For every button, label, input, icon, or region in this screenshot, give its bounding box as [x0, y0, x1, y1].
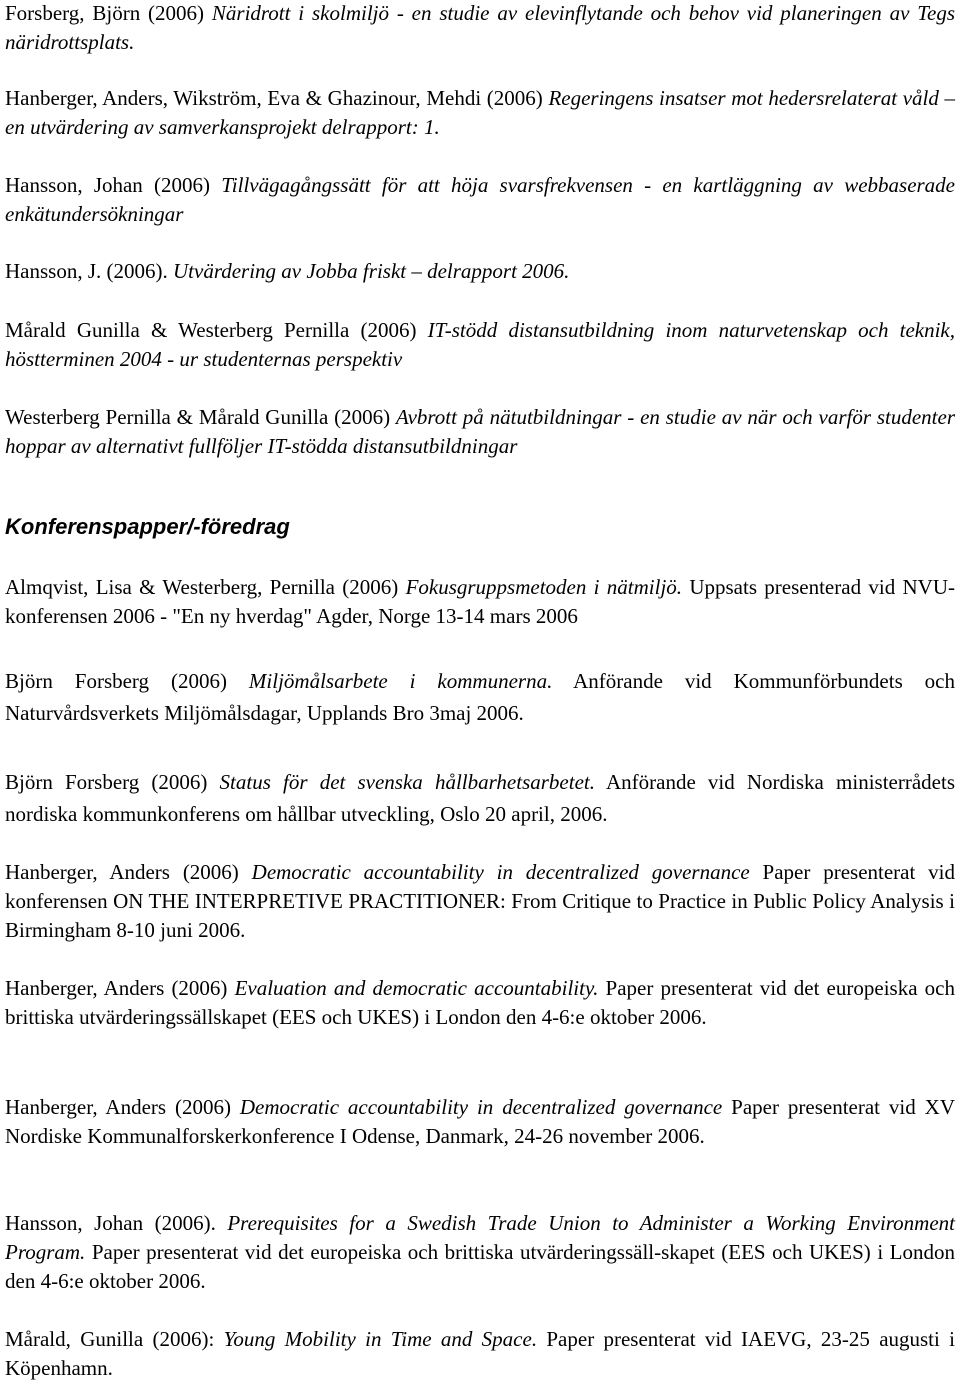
reference-details: Paper presenterat vid det europeiska och brittiska utvärderingssäll-skapet (EES och UKES) i London den 4-6:e oktober 2006. [5, 1240, 955, 1293]
reference-author: Hanberger, Anders (2006) [5, 976, 235, 1000]
reference-details: Paper presenterat vid konferensen ON THE INTERPRETIVE PRACTITIONER: From Critique to Practice in Public Policy Analysis i Birmingham 8-10 juni 2006. [5, 860, 955, 942]
reference-entry [5, 1325, 955, 1383]
reference-author: Mårald, Gunilla (2006): [5, 1327, 224, 1351]
reference-entry [5, 1093, 955, 1151]
reference-author: Forsberg, Björn (2006) [5, 1, 212, 25]
reference-details: Anförande vid Kommunförbundets och Naturvårdsverkets Miljömålsdagar, Upplands Bro 3maj 2006. [5, 669, 955, 725]
reference-entry [5, 858, 955, 945]
reference-entry [5, 257, 955, 286]
reference-entry [5, 766, 955, 830]
reference-author: Hansson, J. (2006). [5, 259, 173, 283]
reference-title: Avbrott på nätutbildningar - en studie av när och varför studenter hoppar av alternativt fullföljer IT-stödda distansutbildningar [5, 405, 955, 458]
reference-entry [5, 84, 955, 142]
reference-title: Miljömålsarbete i kommunerna. [248, 669, 553, 693]
reference-entry [5, 171, 955, 229]
reference-entry [5, 573, 955, 631]
reference-author: Hanberger, Anders (2006) [5, 1095, 240, 1119]
reference-entry [5, 974, 955, 1032]
reference-details: Paper presenterat vid det europeiska och brittiska utvärderingssällskapet (EES och UKES) i London den 4-6:e oktober 2006. [5, 976, 955, 1029]
reference-author: Hanberger, Anders (2006) [5, 860, 252, 884]
reference-author: Mårald Gunilla & Westerberg Pernilla (2006) [5, 318, 428, 342]
reference-author: Westerberg Pernilla & Mårald Gunilla (2006) [5, 405, 396, 429]
section-heading: Konferenspapper/-föredrag [5, 514, 290, 539]
reference-entry [5, 316, 955, 374]
reference-author: Hanberger, Anders, Wikström, Eva & Ghazinour, Mehdi (2006) [5, 86, 549, 110]
reference-title: Young Mobility in Time and Space. [223, 1327, 538, 1351]
reference-title: Democratic accountability in decentralized governance [251, 860, 750, 884]
reference-entry [5, 403, 955, 461]
reference-details: Paper presenterat vid XV Nordiske Kommunalforskerkonference I Odense, Danmark, 24-26 november 2006. [5, 1095, 955, 1148]
reference-author: Hansson, Johan (2006) [5, 173, 222, 197]
reference-title: Democratic accountability in decentralized governance [239, 1095, 723, 1119]
reference-title: Utvärdering av Jobba friskt – delrapport 2006. [173, 259, 570, 283]
reference-author: Björn Forsberg (2006) [5, 770, 220, 794]
reference-title: Status för det svenska hållbarhetsarbetet. [219, 770, 595, 794]
reference-author: Almqvist, Lisa & Westerberg, Pernilla (2006) [5, 575, 406, 599]
reference-entry [5, 665, 955, 729]
reference-title: Tillvägagångssätt för att höja svarsfrekvensen - en kartläggning av webbaserade enkätundersökningar [5, 173, 956, 226]
reference-author: Björn Forsberg (2006) [5, 669, 249, 693]
reference-entry [5, 0, 955, 57]
reference-details: Uppsats presenterad vid NVU-konferensen 2006 - "En ny hverdag" Agder, Norge 13-14 mars 2006 [5, 575, 955, 628]
reference-title: Evaluation and democratic accountability. [234, 976, 599, 1000]
reference-author: Hansson, Johan (2006). [5, 1211, 228, 1235]
reference-title: Näridrott i skolmiljö - en studie av elevinflytande och behov vid planeringen av Tegs näridrottsplats. [5, 1, 955, 54]
reference-entry [5, 1209, 955, 1296]
reference-title: IT-stödd distansutbildning inom naturvetenskap och teknik, höstterminen 2004 - ur studenternas perspektiv [5, 318, 955, 371]
reference-details: Paper presenterat vid IAEVG, 23-25 augusti i Köpenhamn. [5, 1327, 955, 1380]
reference-title: Fokusgruppsmetoden i nätmiljö. [405, 575, 683, 599]
reference-title: Regeringens insatser mot hedersrelaterat våld – en utvärdering av samverkansprojekt delrapport: 1. [5, 86, 956, 139]
reference-details: Anförande vid Nordiska ministerrådets nordiska kommunkonferens om hållbar utveckling, Oslo 20 april, 2006. [5, 770, 955, 826]
reference-title: Prerequisites for a Swedish Trade Union to Administer a Working Environment Program. [5, 1211, 955, 1264]
